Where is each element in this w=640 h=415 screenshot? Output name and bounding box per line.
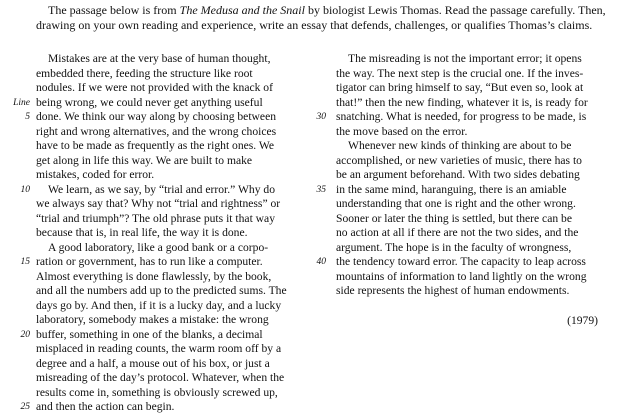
book-title: The Medusa and the Snail: [179, 3, 305, 17]
prompt-text-start: The passage below is from: [48, 3, 180, 17]
line-number: 30: [316, 112, 326, 122]
line-text: Almost everything is done flawlessly, by the book,: [36, 269, 272, 283]
line-text: be an argument beforehand. With two sides debating: [336, 168, 580, 181]
passage-line: [36, 299, 300, 314]
line-text: Whenever new kinds of thinking are about to be: [348, 139, 572, 152]
passage-line: [36, 241, 300, 256]
line-text: side represents the highest of human endowments.: [336, 284, 570, 297]
line-text: Sooner or later the thing is settled, but there can be: [336, 211, 572, 225]
line-number: 20: [20, 329, 30, 340]
passage-line: [36, 342, 300, 357]
line-text: misplaced in reading counts, the warm room off by a: [36, 342, 282, 355]
line-text: days go by. And then, if it is a lucky day, and a lucky: [36, 298, 282, 312]
line-text: because that is, in real life, the way it is done.: [36, 226, 248, 239]
passage-line: [336, 168, 606, 183]
line-text: embedded there, feeding the structure like root: [36, 66, 253, 80]
passage-line: [36, 212, 300, 227]
line-text: The misreading is not the important error; it opens: [348, 52, 582, 65]
passage-right-column: [316, 52, 606, 328]
passage-line: [13, 95, 300, 111]
passage-line: [36, 154, 300, 169]
line-number: 15: [20, 257, 30, 267]
passage-line: [336, 154, 606, 169]
line-text: being wrong, we could never get anything useful: [36, 95, 263, 109]
passage-line: [25, 110, 300, 125]
line-number: 5: [25, 112, 30, 122]
line-number: 25: [20, 402, 30, 412]
line-text: in the same mind, haranguing, there is an amiable: [336, 182, 567, 196]
passage-line: [36, 313, 300, 328]
line-text: we always say that? Why not “trial and rightness” or: [36, 197, 281, 210]
passage-line: [336, 125, 606, 140]
passage-line: [336, 52, 606, 67]
passage-line: [36, 386, 300, 401]
passage-line: [36, 81, 300, 96]
passage-left-column: [13, 52, 300, 415]
passage-line: [316, 110, 606, 125]
passage-line: [336, 212, 606, 227]
passage-line: [336, 197, 606, 212]
passage-line: [336, 241, 606, 256]
spacer: [336, 299, 606, 314]
line-text: and all the numbers add up to the predicted sums. The: [36, 284, 287, 297]
passage-line: [36, 284, 300, 299]
prompt-text-end: by biologist Lewis Thomas. Read the passage carefully. Then,: [304, 3, 606, 17]
prompt-line-1: [36, 3, 636, 18]
line-number: 40: [316, 257, 326, 267]
line-text: that!” then the new finding, whatever it is, is ready for: [336, 95, 588, 109]
line-text: tigator can bring himself to say, “But even so, look at: [336, 81, 584, 94]
passage-line: [316, 182, 606, 198]
passage-line: [336, 81, 606, 96]
passage-line: [336, 67, 606, 82]
passage-line: [20, 182, 300, 198]
line-text: no action at all if there are not the two sides, and the: [336, 226, 579, 239]
passage-line: [20, 327, 300, 343]
line-text: the tendency toward error. The capacity to leap across: [336, 255, 586, 268]
line-text: the move based on the error.: [336, 124, 468, 138]
passage-line: [36, 52, 300, 67]
passage-line: [336, 96, 606, 111]
passage-line: [336, 284, 606, 299]
line-text: ration or government, has to run like a computer.: [36, 255, 263, 268]
line-text: misreading of the day’s protocol. Whatever, when the: [36, 371, 285, 384]
essay-prompt: [36, 3, 636, 32]
passage-line: [20, 255, 300, 270]
line-number: 35: [316, 184, 326, 195]
passage-line: [36, 197, 300, 212]
line-text: laboratory, somebody makes a mistake: the wrong: [36, 313, 269, 326]
passage-line: [36, 371, 300, 386]
line-text: have to be made as frequently as the right ones. We: [36, 139, 275, 152]
line-text: right and wrong alternatives, and the wrong choices: [36, 124, 277, 138]
line-text: nodules. If we were not provided with the knack of: [36, 81, 273, 94]
passage-line: [20, 400, 300, 415]
line-number: Line: [13, 97, 30, 108]
passage-line: [36, 168, 300, 183]
passage-line: [36, 226, 300, 241]
line-text: “trial and triumph”? The old phrase puts it that way: [36, 211, 276, 225]
prompt-line-2: drawing on your own reading and experience, write an essay that defends, challenges, or qualifies Thomas’s claims.: [36, 17, 593, 32]
line-number: 10: [20, 184, 30, 195]
passage-line: [36, 67, 300, 82]
line-text: and then the action can begin.: [36, 400, 175, 413]
line-text: the way. The next step is the crucial one. If the inves-: [336, 66, 584, 80]
publication-year: (1979): [567, 313, 598, 327]
passage-line: [36, 357, 300, 372]
passage-line: [36, 270, 300, 285]
line-text: done. We think our way along by choosing between: [36, 110, 277, 123]
passage-line: [336, 139, 606, 154]
passage-line: [336, 226, 606, 241]
line-text: accomplished, or new varieties of music, there has to: [336, 153, 582, 167]
line-text: mountains of information to land lightly on the wrong: [336, 269, 587, 283]
line-text: results come in, something is obviously screwed up,: [36, 385, 278, 399]
line-text: buffer, something in one of the blanks, a decimal: [36, 327, 263, 341]
passage-line: [36, 125, 300, 140]
line-text: A good laboratory, like a good bank or a corpo-: [48, 240, 269, 254]
passage-line: [316, 255, 606, 270]
passage-line: [36, 139, 300, 154]
line-text: degree and a half, a mouse out of his box, or just a: [36, 356, 270, 370]
line-text: argument. The hope is in the faculty of wrongness,: [336, 240, 572, 254]
line-text: Mistakes are at the very base of human thought,: [48, 52, 271, 65]
line-text: understanding that one is right and the other wrong.: [336, 197, 576, 210]
line-text: We learn, as we say, by “trial and error.” Why do: [48, 182, 275, 196]
line-text: mistakes, coded for error.: [36, 168, 155, 181]
line-text: snatching. What is needed, for progress to be made, is: [336, 110, 587, 123]
passage-line: [336, 270, 606, 285]
line-text: get along in life this way. We are built to make: [36, 153, 253, 167]
